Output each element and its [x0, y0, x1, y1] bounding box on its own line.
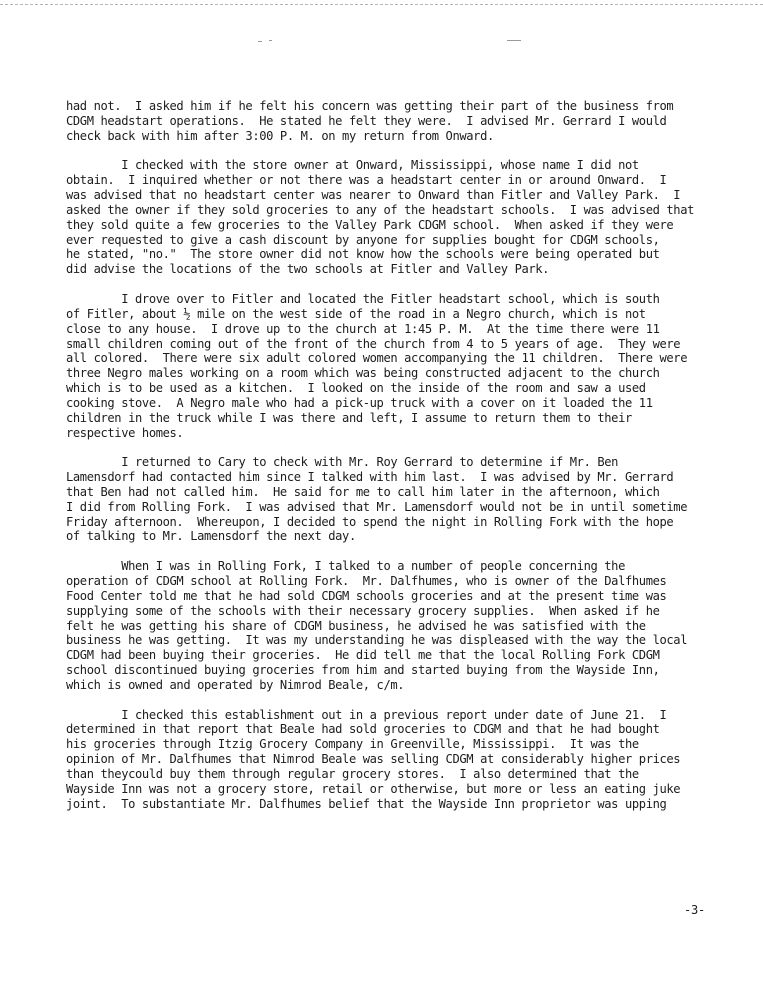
- page-number: -3-: [684, 903, 705, 917]
- text-line: felt he was getting his share of CDGM business, he advised he was satisfied with the: [66, 618, 646, 633]
- text-line: check back with him after 3:00 P. M. on my return from Onward.: [66, 128, 494, 143]
- text-line: supplying some of the schools with their necessary grocery supplies. When asked if he: [66, 603, 660, 618]
- text-line: his groceries through Itzig Grocery Company in Greenville, Mississippi. It was the: [66, 737, 639, 752]
- text-line: did advise the locations of the two schools at Fitler and Valley Park.: [66, 262, 550, 277]
- text-line: respective homes.: [66, 425, 184, 440]
- text-line: joint. To substantiate Mr. Dalfhumes belief that the Wayside Inn proprietor was upping: [66, 796, 667, 811]
- text-line: I returned to Cary to check with Mr. Roy Gerrard to determine if Mr. Ben: [66, 455, 619, 470]
- text-line: When I was in Rolling Fork, I talked to a number of people concerning the: [66, 559, 625, 574]
- text-line: was advised that no headstart center was nearer to Onward than Fitler and Valley Park. I: [66, 188, 681, 203]
- text-line: I did from Rolling Fork. I was advised that Mr. Lamensdorf would not be in until sometime: [66, 499, 688, 514]
- text-line: which is owned and operated by Nimrod Beale, c/m.: [66, 677, 405, 692]
- text-line: they sold quite a few groceries to the Valley Park CDGM school. When asked if they were: [66, 217, 674, 232]
- text-line: school discontinued buying groceries from him and started buying from the Wayside Inn,: [66, 663, 660, 678]
- text-line: all colored. There were six adult colored women accompanying the 11 children. There were: [66, 351, 688, 366]
- text-line: ever requested to give a cash discount by anyone for supplies bought for CDGM schools,: [66, 232, 660, 247]
- text-line: Food Center told me that he had sold CDGM schools groceries and at the present time was: [66, 588, 667, 603]
- text-line: had not. I asked him if he felt his concern was getting their part of the business from: [66, 99, 674, 113]
- scan-speck: [269, 40, 272, 41]
- paragraph-gap: [66, 693, 754, 708]
- document-body: [66, 99, 754, 812]
- text-line: Friday afternoon. Whereupon, I decided to spend the night in Rolling Fork with the hope: [66, 514, 674, 529]
- text-line: I checked with the store owner at Onward, Mississippi, whose name I did not: [66, 158, 639, 173]
- text-line: I drove over to Fitler and located the Fitler headstart school, which is south: [66, 291, 660, 306]
- scan-speck: [258, 41, 262, 42]
- text-line: I checked this establishment out in a previous report under date of June 21. I: [66, 707, 667, 722]
- scan-speck: [507, 40, 521, 41]
- text-line: CDGM had been buying their groceries. He did tell me that the local Rolling Fork CDGM: [66, 648, 660, 663]
- paragraph: [66, 559, 754, 693]
- paragraph-gap: [66, 544, 754, 559]
- text-line: determined in that report that Beale had sold groceries to CDGM and that he had bought: [66, 722, 660, 737]
- text-line: close to any house. I drove up to the church at 1:45 P. M. At the time there were 11: [66, 321, 660, 336]
- text-line: three Negro males working on a room which was being constructed adjacent to the church: [66, 366, 660, 381]
- text-line: Lamensdorf had contacted him since I talked with him last. I was advised by Mr. Gerrard: [66, 470, 674, 485]
- paragraph: [66, 292, 754, 440]
- text-line: of talking to Mr. Lamensdorf the next day.: [66, 529, 356, 544]
- text-line: obtain. I inquired whether or not there was a headstart center in or around Onward. I: [66, 173, 667, 188]
- text-line: than theycould buy them through regular grocery stores. I also determined that the: [66, 766, 639, 781]
- paragraph: [66, 455, 754, 544]
- paragraph-gap: [66, 440, 754, 455]
- text-line: which is to be used as a kitchen. I looked on the inside of the room and saw a used: [66, 381, 646, 396]
- text-line: cooking stove. A Negro male who had a pick-up truck with a cover on it loaded the 11: [66, 395, 653, 410]
- paragraph-gap: [66, 277, 754, 292]
- text-line: asked the owner if they sold groceries to any of the headstart schools. I was advised that: [66, 202, 694, 217]
- text-line: operation of CDGM school at Rolling Fork. Mr. Dalfhumes, who is owner of the Dalfhumes: [66, 574, 667, 588]
- page-top-edge: [0, 4, 763, 5]
- text-line: small children coming out of the front of the church from 4 to 5 years of age. They were: [66, 336, 681, 351]
- paragraph: [66, 158, 754, 277]
- paragraph-gap: [66, 144, 754, 159]
- text-line: business he was getting. It was my understanding he was displeased with the way the local: [66, 633, 688, 648]
- text-line: CDGM headstart operations. He stated he felt they were. I advised Mr. Gerrard I would: [66, 113, 667, 128]
- text-line: that Ben had not called him. He said for me to call him later in the afternoon, which: [66, 484, 660, 499]
- paragraph: [66, 708, 754, 812]
- text-line: of Fitler, about ½ mile on the west side of the road in a Negro church, which is not: [66, 306, 646, 321]
- text-line: opinion of Mr. Dalfhumes that Nimrod Beale was selling CDGM at considerably higher prices: [66, 752, 681, 767]
- paragraph: [66, 99, 754, 144]
- text-line: Wayside Inn was not a grocery store, retail or otherwise, but more or less an eating juke: [66, 781, 681, 796]
- text-line: he stated, "no." The store owner did not know how the schools were being operated but: [66, 247, 660, 262]
- text-line: children in the truck while I was there and left, I assume to return them to their: [66, 410, 632, 425]
